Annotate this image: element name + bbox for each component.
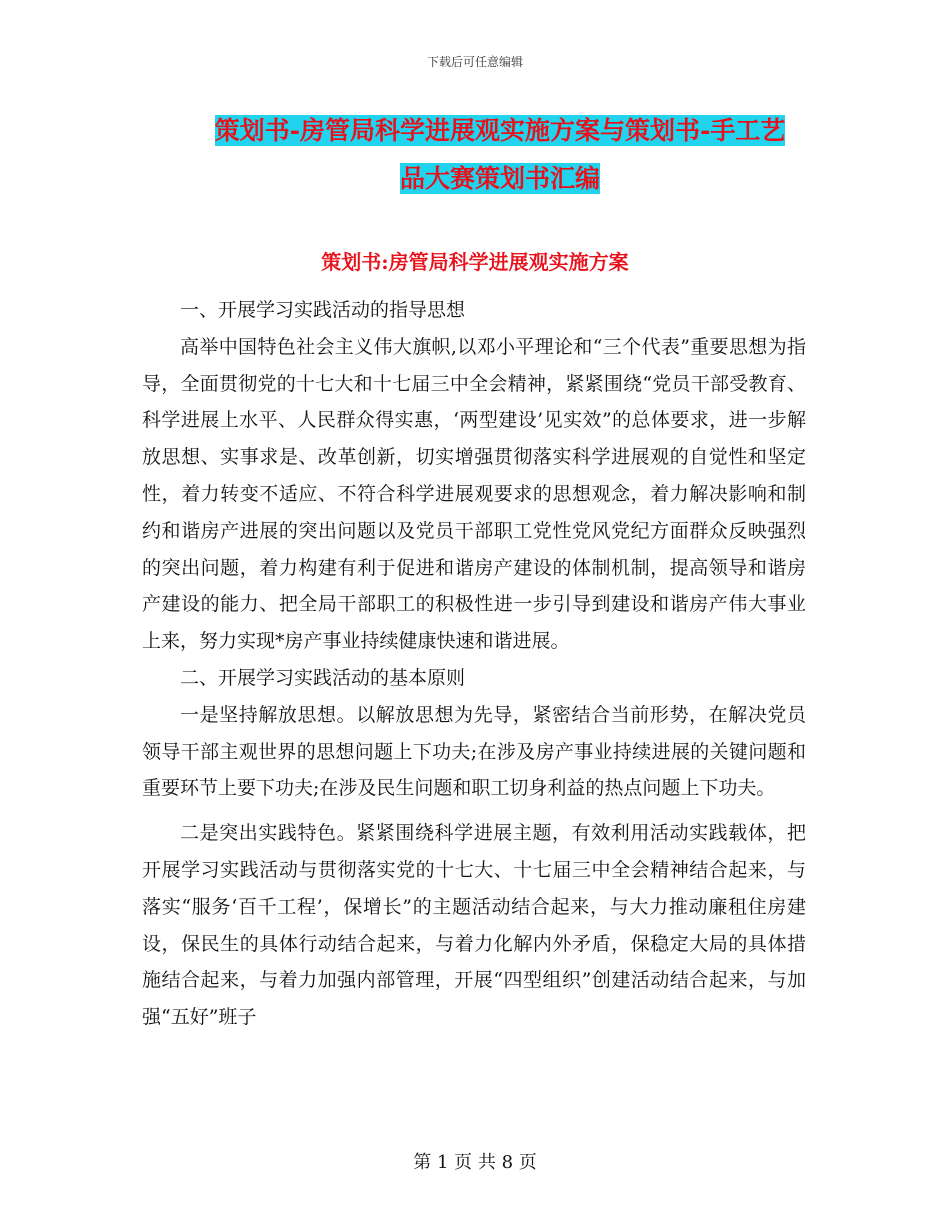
header-note: 下载后可任意编辑 bbox=[426, 55, 523, 69]
document-title bbox=[150, 107, 850, 203]
paragraph-principle-2: 二是突出实践特色。紧紧围绕科学进展主题，有效利用活动实践载体，把开展学习实践活动与贯彻落实党的十七大、十七届三中全会精神结合起来，与落实“服务‘百千工程’，保增长”的主题活动结合起来，与大力推动廉租住房建设，保民生的具体行动结合起来，与着力化解内外矛盾，保稳定大局的具体措施结合起来，与着力加强内部管理，开展“四型组织”创建活动结合起来，与加强“五好”班子 bbox=[142, 822, 806, 1029]
document-body bbox=[142, 292, 806, 1036]
paragraph-principle-1: 一是坚持解放思想。以解放思想为先导，紧密结合当前形势，在解决党员领导干部主观世界的思想问题上下功夫;在涉及房产事业持续进展的关键问题和重要环节上要下功夫;在涉及民生问题和职工切身利益的热点问题上下功夫。 bbox=[142, 703, 806, 800]
page-footer: 第 1 页 共 8 页 bbox=[413, 1152, 537, 1173]
heading-guiding-ideology: 一、开展学习实践活动的指导思想 bbox=[180, 299, 466, 321]
document-title-line-1: 策划书-房管局科学进展观实施方案与策划书-手工艺 bbox=[214, 116, 786, 145]
paragraph-guiding-ideology: 高举中国特色社会主义伟大旗帜,以邓小平理论和“三个代表”重要思想为指导，全面贯彻党的十七大和十七届三中全会精神，紧紧围绕“党员干部受教育、科学进展上水平、人民群众得实惠，‘两型建设’见实效”的总体要求，进一步解放思想、实事求是、改革创新，切实增强贯彻落实科学进展观的自觉性和坚定性，着力转变不适应、不符合科学进展观要求的思想观念，着力解决影响和制约和谐房产进展的突出问题以及党员干部职工党性党风党纪方面群众反映强烈的突出问题，着力构建有利于促进和谐房产建设的体制机制，提高领导和谐房产建设的能力、把全局干部职工的积极性进一步引导到建设和谐房产伟大事业上来，努力实现*房产事业持续健康快速和谐进展。 bbox=[142, 335, 806, 653]
section-title: 策划书:房管局科学进展观实施方案 bbox=[321, 250, 629, 274]
heading-basic-principles: 二、开展学习实践活动的基本原则 bbox=[180, 666, 466, 689]
document-title-line-2: 品大赛策划书汇编 bbox=[399, 164, 600, 193]
